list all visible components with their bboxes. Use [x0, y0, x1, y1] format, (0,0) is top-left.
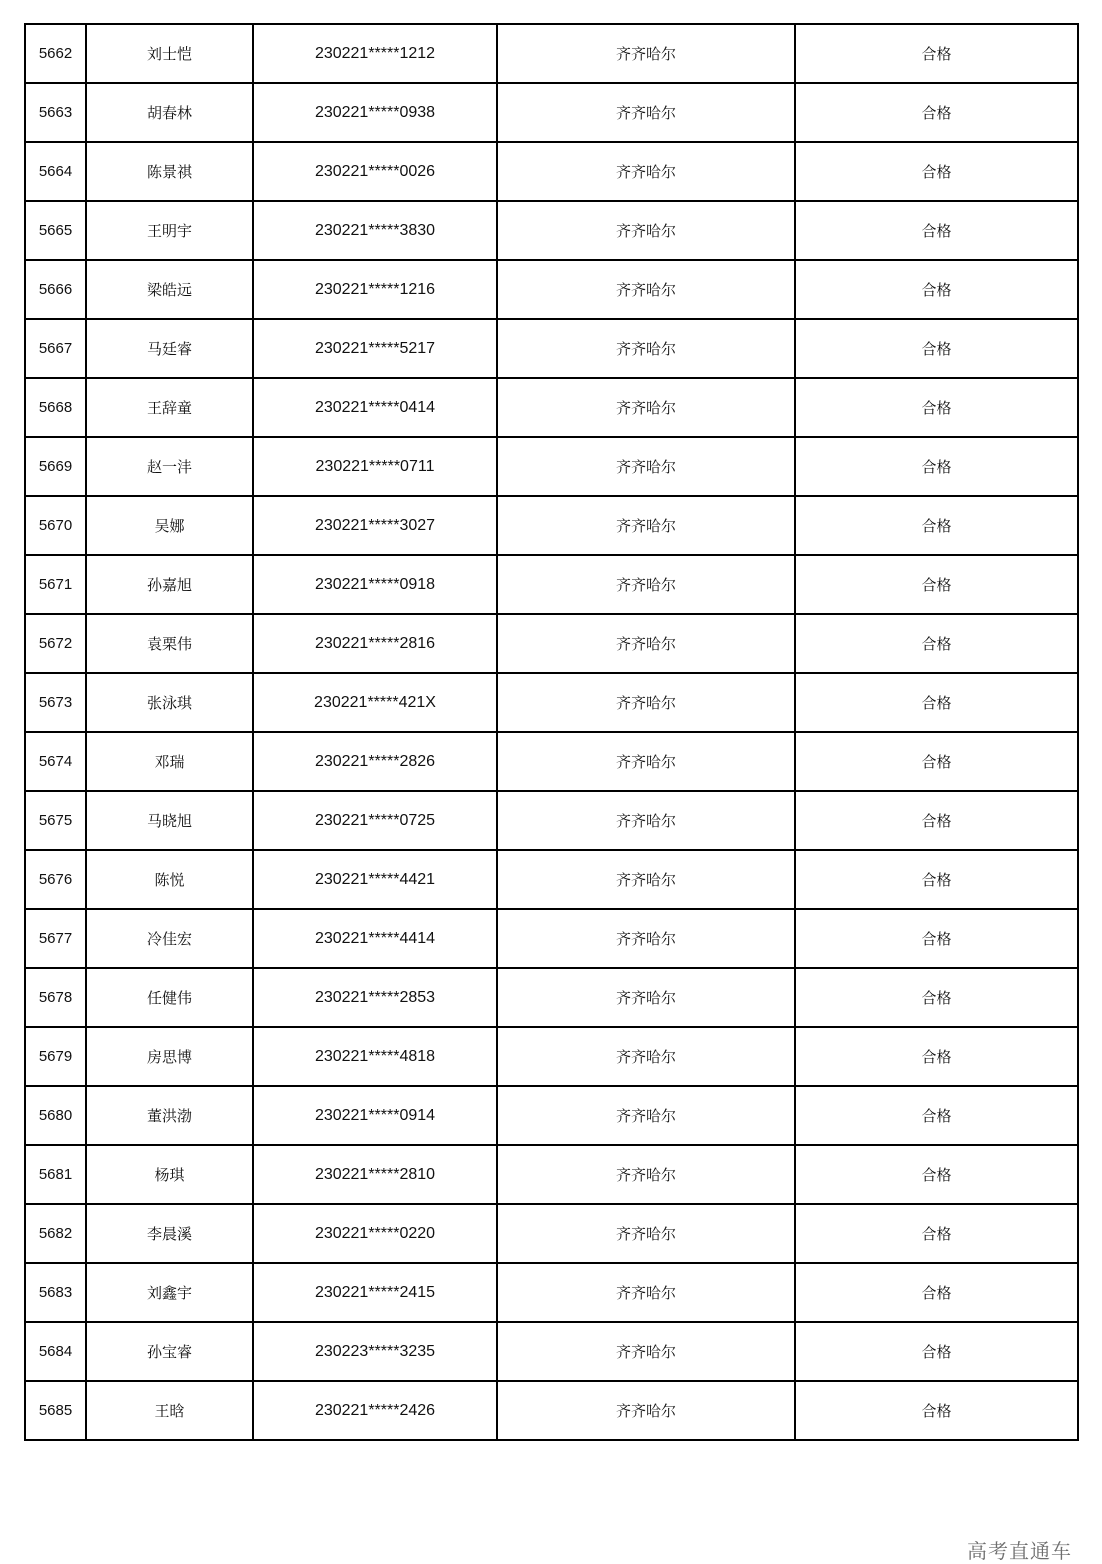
- name-cell: 袁栗伟: [86, 614, 253, 673]
- result-cell: 合格: [795, 909, 1078, 968]
- id-number-cell: 230221*****2826: [253, 732, 497, 791]
- table-row: [25, 555, 1078, 614]
- table-row: [25, 319, 1078, 378]
- result-cell: 合格: [795, 24, 1078, 83]
- seq-number-cell: 5662: [25, 24, 86, 83]
- id-number-cell: 230221*****4414: [253, 909, 497, 968]
- name-cell: 孙宝睿: [86, 1322, 253, 1381]
- city-cell: 齐齐哈尔: [497, 83, 795, 142]
- seq-number-cell: 5666: [25, 260, 86, 319]
- id-number-cell: 230221*****2853: [253, 968, 497, 1027]
- seq-number-cell: 5671: [25, 555, 86, 614]
- name-cell: 孙嘉旭: [86, 555, 253, 614]
- table-row: [25, 1381, 1078, 1440]
- city-cell: 齐齐哈尔: [497, 201, 795, 260]
- table-row: [25, 1204, 1078, 1263]
- seq-number-cell: 5673: [25, 673, 86, 732]
- roster-table-body: [25, 24, 1078, 1440]
- name-cell: 任健伟: [86, 968, 253, 1027]
- id-number-cell: 230221*****421X: [253, 673, 497, 732]
- seq-number-cell: 5670: [25, 496, 86, 555]
- name-cell: 李晨溪: [86, 1204, 253, 1263]
- table-row: [25, 1263, 1078, 1322]
- seq-number-cell: 5684: [25, 1322, 86, 1381]
- table-row: [25, 614, 1078, 673]
- city-cell: 齐齐哈尔: [497, 24, 795, 83]
- city-cell: 齐齐哈尔: [497, 1263, 795, 1322]
- city-cell: 齐齐哈尔: [497, 909, 795, 968]
- seq-number-cell: 5679: [25, 1027, 86, 1086]
- seq-number-cell: 5665: [25, 201, 86, 260]
- result-cell: 合格: [795, 1322, 1078, 1381]
- city-cell: 齐齐哈尔: [497, 1145, 795, 1204]
- seq-number-cell: 5675: [25, 791, 86, 850]
- result-cell: 合格: [795, 1381, 1078, 1440]
- city-cell: 齐齐哈尔: [497, 378, 795, 437]
- name-cell: 梁皓远: [86, 260, 253, 319]
- seq-number-cell: 5685: [25, 1381, 86, 1440]
- seq-number-cell: 5668: [25, 378, 86, 437]
- result-cell: 合格: [795, 850, 1078, 909]
- name-cell: 杨琪: [86, 1145, 253, 1204]
- name-cell: 王辞童: [86, 378, 253, 437]
- result-cell: 合格: [795, 732, 1078, 791]
- id-number-cell: 230221*****1212: [253, 24, 497, 83]
- name-cell: 邓瑞: [86, 732, 253, 791]
- id-number-cell: 230221*****0918: [253, 555, 497, 614]
- result-cell: 合格: [795, 968, 1078, 1027]
- result-cell: 合格: [795, 791, 1078, 850]
- name-cell: 吴娜: [86, 496, 253, 555]
- name-cell: 冷佳宏: [86, 909, 253, 968]
- city-cell: 齐齐哈尔: [497, 142, 795, 201]
- city-cell: 齐齐哈尔: [497, 673, 795, 732]
- id-number-cell: 230221*****4818: [253, 1027, 497, 1086]
- city-cell: 齐齐哈尔: [497, 732, 795, 791]
- id-number-cell: 230221*****4421: [253, 850, 497, 909]
- result-cell: 合格: [795, 142, 1078, 201]
- result-cell: 合格: [795, 1086, 1078, 1145]
- table-row: [25, 968, 1078, 1027]
- table-row: [25, 850, 1078, 909]
- name-cell: 马晓旭: [86, 791, 253, 850]
- name-cell: 房思博: [86, 1027, 253, 1086]
- city-cell: 齐齐哈尔: [497, 496, 795, 555]
- table-row: [25, 791, 1078, 850]
- id-number-cell: 230221*****5217: [253, 319, 497, 378]
- name-cell: 王明宇: [86, 201, 253, 260]
- id-number-cell: 230221*****0220: [253, 1204, 497, 1263]
- seq-number-cell: 5672: [25, 614, 86, 673]
- city-cell: 齐齐哈尔: [497, 791, 795, 850]
- id-number-cell: 230221*****0725: [253, 791, 497, 850]
- table-row: [25, 260, 1078, 319]
- id-number-cell: 230221*****1216: [253, 260, 497, 319]
- id-number-cell: 230221*****0938: [253, 83, 497, 142]
- table-row: [25, 437, 1078, 496]
- city-cell: 齐齐哈尔: [497, 437, 795, 496]
- seq-number-cell: 5678: [25, 968, 86, 1027]
- name-cell: 刘士恺: [86, 24, 253, 83]
- seq-number-cell: 5677: [25, 909, 86, 968]
- table-row: [25, 378, 1078, 437]
- table-row: [25, 1322, 1078, 1381]
- result-cell: 合格: [795, 83, 1078, 142]
- id-number-cell: 230221*****2426: [253, 1381, 497, 1440]
- roster-table: [24, 23, 1079, 1441]
- seq-number-cell: 5682: [25, 1204, 86, 1263]
- result-cell: 合格: [795, 673, 1078, 732]
- table-row: [25, 496, 1078, 555]
- table-row: [25, 1086, 1078, 1145]
- seq-number-cell: 5680: [25, 1086, 86, 1145]
- name-cell: 陈悦: [86, 850, 253, 909]
- result-cell: 合格: [795, 437, 1078, 496]
- name-cell: 胡春林: [86, 83, 253, 142]
- table-row: [25, 24, 1078, 83]
- name-cell: 陈景祺: [86, 142, 253, 201]
- name-cell: 赵一沣: [86, 437, 253, 496]
- table-row: [25, 1027, 1078, 1086]
- result-cell: 合格: [795, 201, 1078, 260]
- city-cell: 齐齐哈尔: [497, 1027, 795, 1086]
- seq-number-cell: 5664: [25, 142, 86, 201]
- result-cell: 合格: [795, 555, 1078, 614]
- table-row: [25, 732, 1078, 791]
- seq-number-cell: 5676: [25, 850, 86, 909]
- name-cell: 刘鑫宇: [86, 1263, 253, 1322]
- id-number-cell: 230223*****3235: [253, 1322, 497, 1381]
- name-cell: 张泳琪: [86, 673, 253, 732]
- result-cell: 合格: [795, 1263, 1078, 1322]
- name-cell: 王晗: [86, 1381, 253, 1440]
- watermark-text: 高考直通车: [965, 1535, 1074, 1564]
- table-row: [25, 1145, 1078, 1204]
- city-cell: 齐齐哈尔: [497, 555, 795, 614]
- city-cell: 齐齐哈尔: [497, 260, 795, 319]
- city-cell: 齐齐哈尔: [497, 1322, 795, 1381]
- result-cell: 合格: [795, 378, 1078, 437]
- id-number-cell: 230221*****2415: [253, 1263, 497, 1322]
- id-number-cell: 230221*****2810: [253, 1145, 497, 1204]
- id-number-cell: 230221*****0026: [253, 142, 497, 201]
- seq-number-cell: 5674: [25, 732, 86, 791]
- id-number-cell: 230221*****0914: [253, 1086, 497, 1145]
- id-number-cell: 230221*****3027: [253, 496, 497, 555]
- city-cell: 齐齐哈尔: [497, 614, 795, 673]
- result-cell: 合格: [795, 1204, 1078, 1263]
- id-number-cell: 230221*****0414: [253, 378, 497, 437]
- seq-number-cell: 5683: [25, 1263, 86, 1322]
- table-row: [25, 83, 1078, 142]
- id-number-cell: 230221*****3830: [253, 201, 497, 260]
- table-row: [25, 201, 1078, 260]
- seq-number-cell: 5681: [25, 1145, 86, 1204]
- city-cell: 齐齐哈尔: [497, 319, 795, 378]
- city-cell: 齐齐哈尔: [497, 968, 795, 1027]
- city-cell: 齐齐哈尔: [497, 1381, 795, 1440]
- table-row: [25, 142, 1078, 201]
- result-cell: 合格: [795, 1145, 1078, 1204]
- table-row: [25, 673, 1078, 732]
- name-cell: 董洪渤: [86, 1086, 253, 1145]
- city-cell: 齐齐哈尔: [497, 850, 795, 909]
- table-row: [25, 909, 1078, 968]
- city-cell: 齐齐哈尔: [497, 1086, 795, 1145]
- id-number-cell: 230221*****0711: [253, 437, 497, 496]
- seq-number-cell: 5667: [25, 319, 86, 378]
- result-cell: 合格: [795, 1027, 1078, 1086]
- seq-number-cell: 5663: [25, 83, 86, 142]
- result-cell: 合格: [795, 319, 1078, 378]
- result-cell: 合格: [795, 496, 1078, 555]
- id-number-cell: 230221*****2816: [253, 614, 497, 673]
- name-cell: 马廷睿: [86, 319, 253, 378]
- result-cell: 合格: [795, 614, 1078, 673]
- city-cell: 齐齐哈尔: [497, 1204, 795, 1263]
- result-cell: 合格: [795, 260, 1078, 319]
- seq-number-cell: 5669: [25, 437, 86, 496]
